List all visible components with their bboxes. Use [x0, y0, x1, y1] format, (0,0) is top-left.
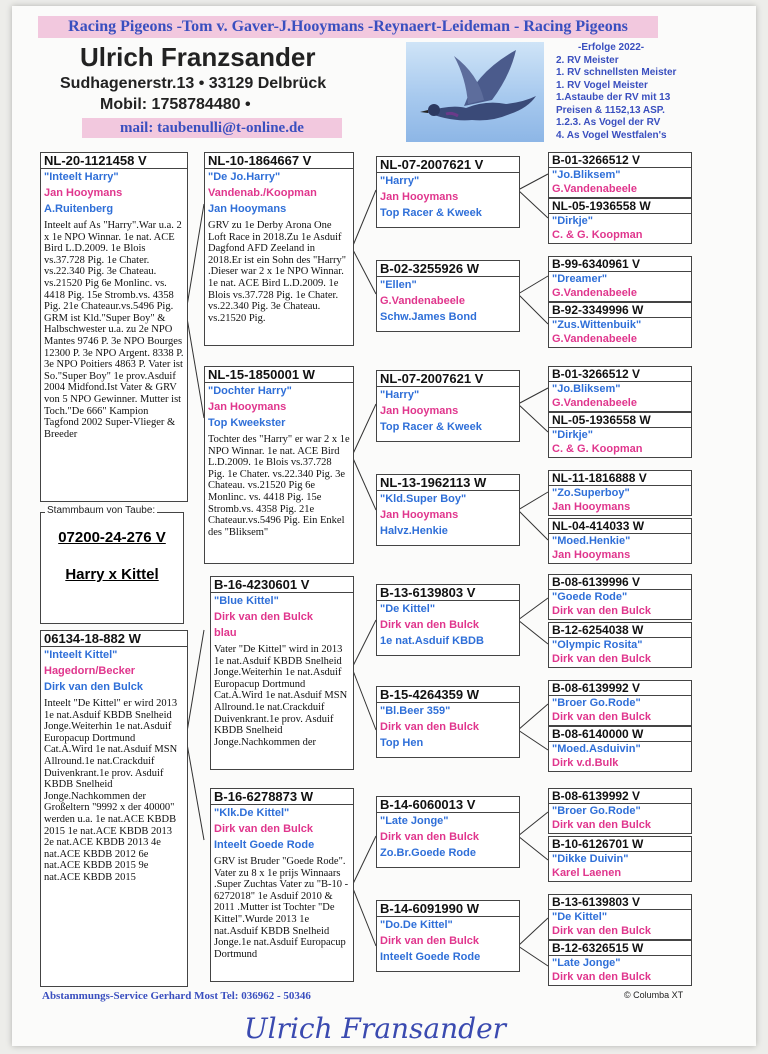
description: Tochter des "Harry" er war 2 x 1e NPO Winnar. 1e nat. ACE Bird L.D.2009. 1e Blois vs.37.728 Pig. 1e Chater. vs.22.340 Pig. 3e Chateau. vs.21520 Pig 6e Monlinc. vs. 4418 Pig. 15e Stromb.vs. 4358 Pig. 21e Chateaur.vs.5496 Pig. Ein Enkel des "Bliksem" [208, 434, 350, 538]
pigeon-name: "Kld.Super Boy" [380, 493, 467, 505]
ring-number: B-08-6139992 V [549, 681, 691, 696]
description: GRV zu 1e Derby Arona One Loft Race in 2018.Zu 1e Asduif Dagfond AFD Zeeland in 2018.Er ist ein Sohn des "Harry" .Dieser war 2 x 1e NPO Winnar. 1e nat. ACE Bird L.D.2009. 1e Blois vs.37.728 Pig. 1e Chater. vs.22.340 Pig. 3e Chateau. vs.21520 Pig. [208, 220, 347, 324]
ring-number: NL-05-1936558 W [549, 413, 691, 428]
description: Vater "De Kittel" wird in 2013 1e nat.Asduif KBDB Snelheid Jonge.Weiterhin 1e nat.Asduif Europacup Dortmund Cat.A.Wird 1e nat.Asduif MSN Allround.1e nat.Crackduif Duivenkrant.1e prov. Asduif KBDB Snelheid Jonge.Nachkommen der [214, 644, 348, 748]
breeder: Dirk van den Bulck [214, 611, 314, 623]
breeder: Jan Hooymans [380, 191, 459, 203]
breeder: G.Vandenabeele [552, 287, 637, 299]
pigeon-name: "De Kittel" [380, 603, 436, 615]
ring-number: B-13-6139803 V [549, 895, 691, 910]
breeder: Karel Laenen [552, 867, 622, 879]
extra-info: Top Racer & Kweek [380, 207, 482, 219]
subject-pairing: Harry x Kittel [65, 566, 159, 583]
ring-number: B-15-4264359 W [377, 687, 519, 703]
subject-label: Stammbaum von Taube: [47, 505, 156, 516]
breeder: Jan Hooymans [552, 501, 631, 513]
copyright: © Columba XT [624, 990, 684, 1000]
breeder: C. & G. Koopman [552, 443, 643, 455]
breeder: Dirk van den Bulck [380, 619, 480, 631]
ancestor-card[interactable] [548, 836, 692, 882]
pigeon-name: "Harry" [380, 175, 420, 187]
breeder: Dirk v.d.Bulk [552, 757, 619, 769]
extra-info: Inteelt Goede Rode [214, 839, 315, 851]
pigeon-name: "Zus.Wittenbuik" [552, 319, 642, 331]
ring-number: B-14-6060013 V [377, 797, 519, 813]
great-grandparent-card[interactable] [376, 260, 520, 332]
ring-number: NL-10-1864667 V [205, 153, 353, 169]
pigeon-name: "Goede Rode" [552, 591, 628, 603]
achievement-title: -Erfolge 2022- [578, 42, 645, 53]
ancestor-card[interactable] [548, 518, 692, 564]
pigeon-name: "Zo.Superboy" [552, 487, 630, 499]
breeder: Vandenab./Koopman [208, 187, 317, 199]
achievement: 1. RV Vogel Meister [556, 79, 648, 91]
pigeon-name: "Dirkje" [552, 215, 594, 227]
dam-card[interactable] [40, 630, 188, 987]
extra-info: 1e nat.Asduif KBDB [380, 635, 484, 647]
ring-number: B-01-3266512 V [549, 153, 691, 168]
great-grandparent-card[interactable] [376, 156, 520, 228]
ring-number: NL-13-1962113 W [377, 475, 519, 491]
pigeon-name: "Dreamer" [552, 273, 608, 285]
achievement: 1.2.3. As Vogel der RV [556, 117, 661, 128]
great-grandparent-card[interactable] [376, 686, 520, 758]
subject-box [40, 505, 184, 624]
breeder: Hagedorn/Becker [44, 665, 136, 677]
achievement: 1.Astaube der RV mit 13 [556, 92, 671, 103]
grandparent-card[interactable] [204, 152, 354, 346]
signature: Ulrich Fransander [244, 1012, 507, 1045]
extra-info: Top Hen [380, 737, 424, 749]
breeder: Dirk van den Bulck [380, 831, 480, 843]
ring-number: NL-04-414033 W [549, 519, 691, 534]
extra-info: Top Racer & Kweek [380, 421, 482, 433]
owner-address: Sudhagenerstr.13 • 33129 Delbrück [60, 75, 327, 92]
pigeon-name: "Jo.Bliksem" [552, 383, 621, 395]
breeder: Jan Hooymans [380, 509, 459, 521]
ring-number: 06134-18-882 W [41, 631, 187, 647]
extra-info: A.Ruitenberg [44, 203, 114, 215]
achievement: 2. RV Meister [556, 54, 619, 66]
ring-number: B-16-4230601 V [211, 577, 353, 593]
ancestor-card[interactable] [548, 726, 692, 772]
ancestor-card[interactable] [548, 622, 692, 668]
sire-card[interactable] [40, 152, 188, 502]
breeder: G.Vandenabeele [552, 333, 637, 345]
great-grandparent-card[interactable] [376, 796, 520, 868]
ring-number: B-08-6140000 W [549, 727, 691, 742]
ancestor-card[interactable] [548, 256, 692, 302]
pigeon-name: "Jo.Bliksem" [552, 169, 621, 181]
service-footer: Abstammungs-Service Gerhard Most Tel: 036962 - 50346 [42, 990, 311, 1002]
breeder: Dirk van den Bulck [552, 711, 652, 723]
grandparent-card[interactable] [210, 788, 354, 982]
breeder: G.Vandenabeele [552, 183, 637, 195]
extra-info: Inteelt Goede Rode [380, 951, 481, 963]
great-grandparent-card[interactable] [376, 370, 520, 442]
extra-info: Top Kweekster [208, 417, 286, 429]
breeder: Dirk van den Bulck [552, 971, 652, 983]
extra-info: Halvz.Henkie [380, 525, 448, 537]
subject-ring: 07200-24-276 V [58, 529, 166, 546]
owner-mobile: Mobil: 1758784480 • [100, 96, 251, 113]
pigeon-name: "Broer Go.Rode" [552, 697, 641, 709]
pigeon-name: "Blue Kittel" [214, 595, 279, 607]
ring-number: B-92-3349996 W [549, 303, 691, 318]
extra-info: Jan Hooymans [208, 203, 287, 215]
ring-number: B-08-6139992 V [549, 789, 691, 804]
ring-number: B-14-6091990 W [377, 901, 519, 917]
breeder: Jan Hooymans [44, 187, 123, 199]
extra-info: Zo.Br.Goede Rode [380, 847, 476, 859]
breeder: Dirk van den Bulck [552, 925, 652, 937]
pigeon-name: "Do.De Kittel" [380, 919, 453, 931]
achievement: 4. As Vogel Westfalen's [556, 129, 667, 141]
pigeon-name: "Dikke Duivin" [552, 853, 629, 865]
achievement: Preisen & 1152,13 ASP. [556, 104, 665, 116]
ring-number: B-10-6126701 W [549, 837, 691, 852]
ring-number: B-13-6139803 V [377, 585, 519, 601]
banner: Racing Pigeons -Tom v. Gaver-J.Hooymans -Reynaert-Leideman - Racing Pigeons [38, 16, 658, 38]
breeder: Jan Hooymans [208, 401, 287, 413]
pigeon-name: "Harry" [380, 389, 420, 401]
ring-number: NL-11-1816888 V [549, 471, 691, 486]
breeder: Dirk van den Bulck [214, 823, 314, 835]
ancestor-card[interactable] [548, 574, 692, 620]
pigeon-name: "Late Jonge" [552, 957, 621, 969]
ancestor-card[interactable] [548, 366, 692, 412]
ancestor-card[interactable] [548, 412, 692, 458]
ring-number: B-16-6278873 W [211, 789, 353, 805]
pigeon-name: "Olympic Rosita" [552, 639, 643, 651]
breeder: Dirk van den Bulck [552, 605, 652, 617]
ancestor-card[interactable] [548, 940, 692, 986]
breeder: C. & G. Koopman [552, 229, 643, 241]
breeder: Jan Hooymans [380, 405, 459, 417]
ring-number: NL-05-1936558 W [549, 199, 691, 214]
pigeon-name: "Ellen" [380, 279, 417, 291]
pigeon-name: "Broer Go.Rode" [552, 805, 641, 817]
ring-number: B-08-6139996 V [549, 575, 691, 590]
ring-number: NL-07-2007621 V [377, 157, 519, 173]
ancestor-card[interactable] [548, 302, 692, 348]
ring-number: NL-07-2007621 V [377, 371, 519, 387]
pigeon-name: "De Kittel" [552, 911, 608, 923]
breeder: Dirk van den Bulck [380, 721, 480, 733]
pigeon-name: "Inteelt Kittel" [44, 649, 118, 661]
breeder: Dirk van den Bulck [552, 653, 652, 665]
grandparent-card[interactable] [210, 576, 354, 770]
extra-info: Dirk van den Bulck [44, 681, 144, 693]
breeder: Dirk van den Bulck [552, 819, 652, 831]
pigeon-name: "Dirkje" [552, 429, 594, 441]
ancestor-card[interactable] [548, 152, 692, 198]
description: GRV ist Bruder "Goede Rode". Vater zu 8 x 1e prijs Winnaars .Super Zuchtas Vater zu "B-10 - 6272018" 1e Asduif 2010 & 2011 .Mutter ist Tochter "De Kittel".Wurde 2013 1e nat.Asduif KBDB Snelheid Jonge.1e nat.Asduif Europacup Dortmund [214, 856, 349, 960]
ancestor-card[interactable] [548, 198, 692, 244]
breeder: Jan Hooymans [552, 549, 631, 561]
breeder: G.Vandenabeele [552, 397, 637, 409]
ancestor-card[interactable] [548, 788, 692, 834]
breeder: Dirk van den Bulck [380, 935, 480, 947]
ring-number: NL-15-1850001 W [205, 367, 353, 383]
pigeon-name: "Late Jonge" [380, 815, 449, 827]
description: Inteelt auf As "Harry".War u.a. 2 x 1e NPO Winnar. 1e nat. ACE Bird L.D.2009. 1e Blois vs.37.728 Pig. 1e Chater. vs.22.340 Pig. 3e Chateau. vs.21520 Pig 6e Monlinc. vs. 4418 Pig. 15e Stromb.vs. 4358 Pig. 21e Chateaur.vs.5496 Pig. GRM ist Kld."Super Boy" & Halbschwester u.a. zu 2e NPO Mantes 9746 P. 3e NPO Bourges 12300 P. 3e NPO Argent. 8338 P. 3e NPO Poitiers 4863 P. Vater ist So."Super Boy" 1e prov.Asduif 2004 Midfond.Ist Vater & GRV von 5 NPO Gewinner. Mutter ist Toch."De 666" Kampion Tagfond 2002 Super-Vlieger & Breeder [44, 220, 184, 440]
pigeon-name: "Bl.Beer 359" [380, 705, 451, 717]
ring-number: B-12-6254038 W [549, 623, 691, 638]
pigeon-name: "Moed.Henkie" [552, 535, 631, 547]
achievement: 1. RV schnellsten Meister [556, 67, 677, 78]
ancestor-card[interactable] [548, 470, 692, 516]
ring-number: B-01-3266512 V [549, 367, 691, 382]
pigeon-name: "Inteelt Harry" [44, 171, 119, 183]
owner-email[interactable]: mail: taubenulli@t-online.de [82, 118, 342, 138]
ancestor-card[interactable] [548, 680, 692, 726]
ancestor-card[interactable] [548, 894, 692, 940]
ring-number: B-12-6326515 W [549, 941, 691, 956]
ring-number: B-99-6340961 V [549, 257, 691, 272]
ring-number: B-02-3255926 W [377, 261, 519, 277]
pigeon-name: "Klk.De Kittel" [214, 807, 290, 819]
ring-number: NL-20-1121458 V [41, 153, 187, 169]
owner-name: Ulrich Franzsander [80, 42, 316, 72]
pigeon-name: "De Jo.Harry" [208, 171, 281, 183]
grandparent-card[interactable] [204, 366, 354, 564]
great-grandparent-card[interactable] [376, 584, 520, 656]
pigeon-name: "Dochter Harry" [208, 385, 292, 397]
description: Inteelt "De Kittel" er wird 2013 1e nat.Asduif KBDB Snelheid Jonge.Weiterhin 1e nat.Asduif Europacup Dortmund Cat.A.Wird 1e nat.Asduif MSN Allround.1e nat.Crackduif Duivenkrant.1e prov. Asduif KBDB Snelheid Jonge.Nachkommen der Großeltern "9992 x der 40000" werden u.a. 1e nat.ACE KBDB 2015 1e nat.ACE KBDB 2013 2e nat.ACE KBDB 2013 4e nat.ACE KBDB 2012 6e nat.ACE KBDB 2015 9e nat.ACE KBDB 2015 [44, 698, 178, 883]
extra-info: Schw.James Bond [380, 311, 477, 323]
breeder: G.Vandenabeele [380, 295, 465, 307]
great-grandparent-card[interactable] [376, 900, 520, 972]
pigeon-name: "Moed.Asduivin" [552, 743, 641, 755]
great-grandparent-card[interactable] [376, 474, 520, 546]
extra-info: blau [214, 627, 237, 639]
